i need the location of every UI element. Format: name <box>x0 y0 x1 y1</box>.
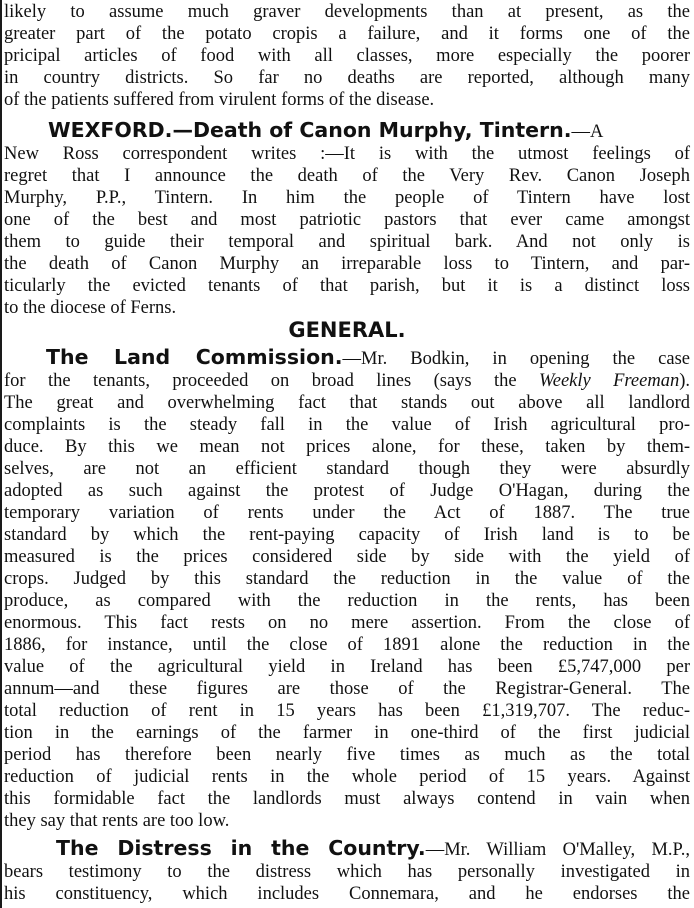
text-line: this formidable fact the landlords must always contend in vain when <box>4 789 690 809</box>
text-line: annum—and these figures are those of the Registrar-General. The <box>4 679 690 699</box>
text-line: they say that rents are too low. <box>4 811 230 831</box>
text-line: period has therefore been nearly five times as much as the total <box>4 745 690 765</box>
headline-line <box>48 117 688 143</box>
text-line: to the diocese of Ferns. <box>4 298 177 318</box>
text-line: measured is the prices considered side by side with the yield of <box>4 547 690 567</box>
text-line: value of the agricultural yield in Ireland has been £5,747,000 per <box>4 657 690 677</box>
article-headline: WEXFORD.—Death of Canon Murphy, Tintern. <box>48 118 572 142</box>
text-line: Murphy, P.P., Tintern. In him the people of Tintern have lost <box>4 188 690 208</box>
text-line: selves, are not an efficient standard though they were absurdly <box>4 459 690 479</box>
section-heading: GENERAL. <box>288 318 406 342</box>
text-fragment: ). <box>679 371 691 391</box>
article-headline: The Land Commission. <box>46 345 343 369</box>
text-line: crops. Judged by this standard the reduction in the value of the <box>4 569 690 589</box>
column-rule <box>0 0 2 908</box>
headline-line <box>56 836 690 861</box>
text-line: 1886, for instance, until the close of 1891 alone the reduction in the <box>4 635 690 655</box>
text-line: bears testimony to the distress which has personally investigated in <box>4 862 690 882</box>
text-line: regret that I announce the death of the Very Rev. Canon Joseph <box>4 166 690 186</box>
text-line: adopted as such against the protest of Judge O'Hagan, during the <box>4 481 690 501</box>
article-headline: The Distress in the Country. <box>56 836 426 860</box>
text-line: likely to assume much graver developments than at present, as the <box>4 2 690 22</box>
text-line: one of the best and most patriotic pastors that ever came amongst <box>4 210 690 230</box>
text-fragment: for the tenants, proceeded on broad lines (says the <box>4 371 540 391</box>
headline-tail: —Mr. William O'Malley, M.P., <box>425 840 691 860</box>
text-line: New Ross correspondent writes :—It is with the utmost feelings of <box>4 144 690 164</box>
text-line: them to guide their temporal and spiritual bark. And not only is <box>4 232 690 252</box>
text-line: in country districts. So far no deaths are reported, although many <box>4 68 690 88</box>
text-line: complaints is the steady fall in the value of Irish agricultural pro- <box>4 415 690 435</box>
text-line: of the patients suffered from virulent forms of the disease. <box>4 90 435 110</box>
text-line: the death of Canon Murphy an irreparable loss to Tintern, and par- <box>4 254 690 274</box>
text-line <box>4 370 690 392</box>
text-line: reduction of judicial rents in the whole period of 15 years. Against <box>4 767 690 787</box>
publication-name: Weekly Freeman <box>539 371 680 391</box>
text-line: pricipal articles of food with all classes, more especially the poorer <box>4 46 690 66</box>
text-line: his constituency, which includes Connemara, and he endorses the <box>4 884 690 904</box>
headline-line <box>46 345 690 370</box>
text-line: temporary variation of rents under the Act of 1887. The true <box>4 503 690 523</box>
headline-tail: —Mr. Bodkin, in opening the case <box>342 349 690 369</box>
text-line: standard by which the rent-paying capacity of Irish land is to be <box>4 525 690 545</box>
text-line: The great and overwhelming fact that stands out above all landlord <box>4 393 690 413</box>
text-line: duce. By this we mean not prices alone, for these, taken by them- <box>4 437 690 457</box>
text-line: greater part of the potato cropis a failure, and it forms one of the <box>4 24 690 44</box>
text-line: total reduction of rent in 15 years has been £1,319,707. The reduc- <box>4 701 690 721</box>
text-line: tion in the earnings of the farmer in one-third of the first judicial <box>4 723 690 743</box>
text-line: enormous. This fact rests on no mere assertion. From the close of <box>4 613 690 633</box>
text-line: ticularly the evicted tenants of that parish, but it is a distinct loss <box>4 276 690 296</box>
text-line: produce, as compared with the reduction in the rents, has been <box>4 591 690 611</box>
headline-tail: —A <box>571 122 604 142</box>
